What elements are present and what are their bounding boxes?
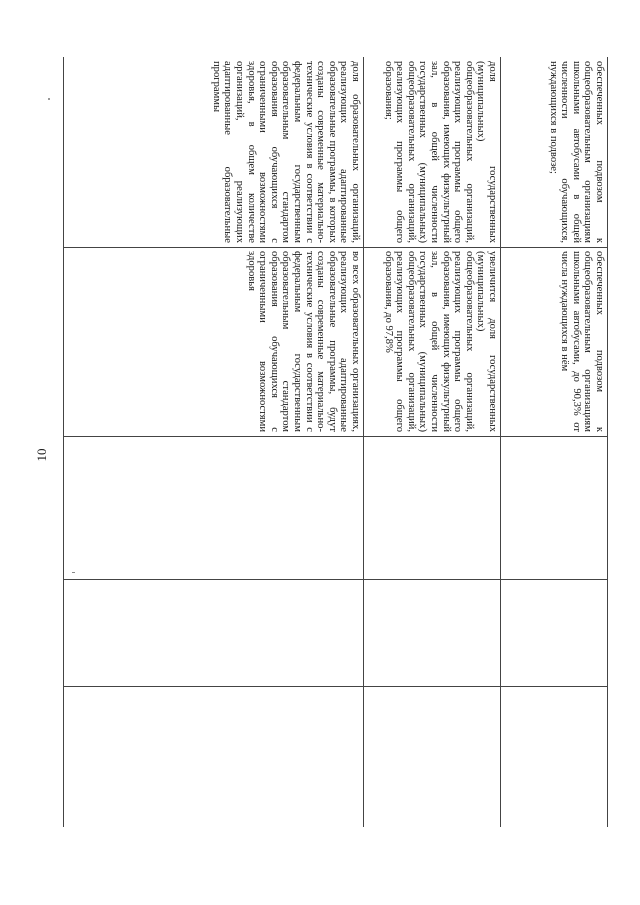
- indicator-cell: доля государственных (муниципальных) общеобразовательных организаций, реализующих программы общего образования, имеющих физкультурный зал, в общей численности государственных (муниципальных) общеобразовательных организаций, реализующих программы общего образования;: [382, 61, 498, 243]
- result-cell: обеспеченных подвозом к общеобразовательным организациям школьными автобусами, до 90,3% от числа нуждающихся в нём: [559, 251, 605, 432]
- result-cell: во всех образовательных организациях, реализующих адаптированные образовательные программы, будут созданы современные материально-технические условия в соответствии с федеральным государственным образовательным стандартом образования обучающихся с ограниченными возможностями здоровья: [245, 251, 361, 432]
- empty-cell: [363, 686, 500, 827]
- table-body: [64, 57, 608, 827]
- empty-cell: [500, 579, 607, 686]
- indicator-cell: доля образовательных организаций, реализующих адаптированные образовательные программы, в которых созданы современные материально-технические условия в соответствии с федеральным государственным образовательным стандартом образования обучающихся с ограниченными возможностями здоровья, в общем количестве организаций, реализующих адаптированные образовательные программы: [210, 61, 361, 243]
- table-row: [363, 57, 501, 827]
- result-cell: увеличится доля государственных (муниципальных) общеобразовательных организаций, реализующих программы общего образования, имеющих физкультурный зал, в общей численности государственных (муниципальных) общеобразовательных организаций, реализующих программы общего образования, до 97,8%: [382, 251, 498, 432]
- page-number: 10: [34, 448, 49, 462]
- empty-cell: [363, 436, 500, 579]
- empty-cell: [64, 579, 363, 686]
- empty-cell: [64, 436, 363, 579]
- table-row: [63, 57, 364, 827]
- table-row: [500, 57, 608, 827]
- empty-cell: [500, 436, 607, 579]
- empty-cell: [363, 579, 500, 686]
- scan-artifact: [48, 98, 50, 100]
- rotated-table: [64, 57, 608, 827]
- empty-cell: [500, 686, 607, 827]
- empty-cell: [64, 686, 363, 827]
- indicator-cell: обеспеченных подвозом к общеобразовательным организациям школьными автобусами в общей численности обучающихся, нуждающихся в подвозе;: [547, 61, 605, 243]
